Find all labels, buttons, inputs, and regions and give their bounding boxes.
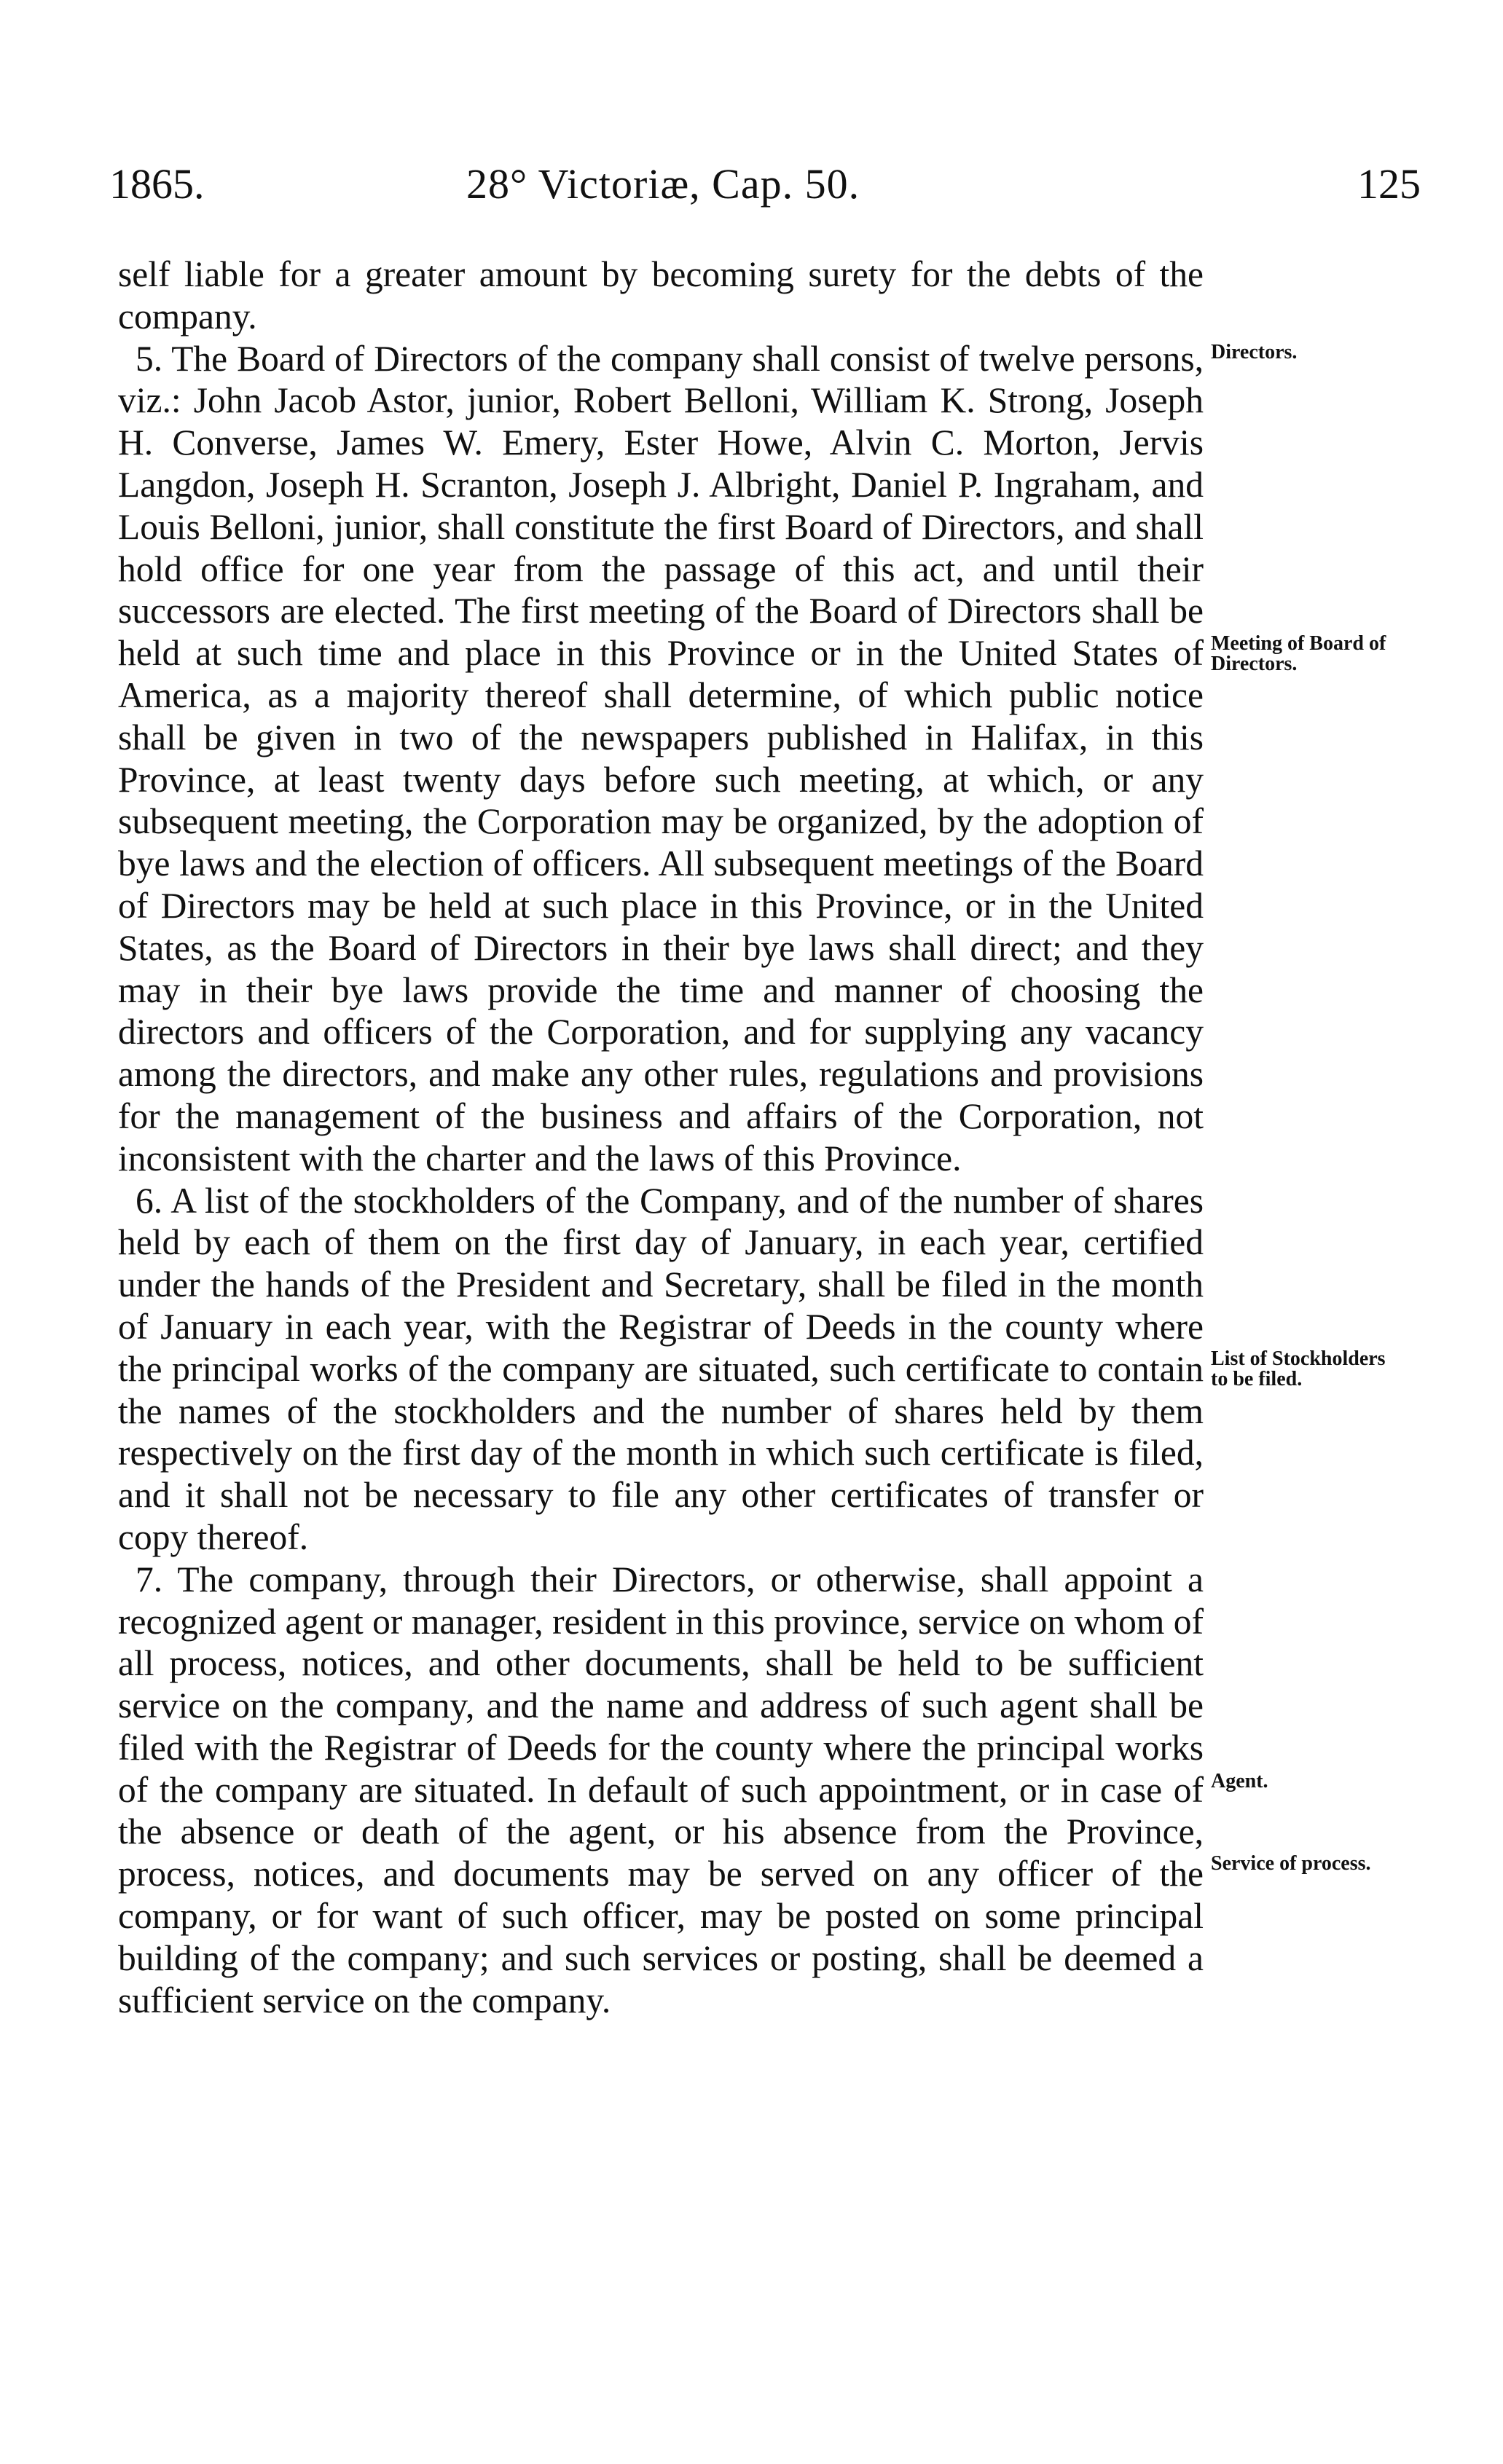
running-header [109, 159, 1421, 210]
header-title: 28° Victoriæ, Cap. 50. [466, 160, 860, 208]
header-year: 1865. [109, 160, 205, 208]
paragraph-section-7: 7. The company, through their Directors, or otherwise, shall appoint a recognized agent or manager, resident in this province, service on whom of all process, notices, and other documents, shall be held to be sufficient service on the company, and the name and address of such agent shall be filed with the Registrar of Deeds for the county where the principal works of the company are situated. In default of such appointment, or in case of the absence or death of the agent, or his absence from the Province, process, notices, and documents may be served on any officer of the company, or for want of such officer, may be posted on some principal building of the company; and such services or posting, shall be deemed a sufficient service on the company. [118, 1559, 1204, 2020]
body-text [118, 253, 1204, 2021]
page-number: 125 [1357, 160, 1421, 208]
marginal-note-agent: Agent. [1211, 1770, 1268, 1792]
marginal-note-service: Service of process. [1211, 1852, 1371, 1875]
marginal-note-stockholders: List of Stockholders to be filed. [1211, 1347, 1386, 1390]
paragraph-continuation: self liable for a greater amount by becoming surety for the debts of the company. [118, 254, 1204, 336]
paragraph-section-6: 6. A list of the stockholders of the Company, and of the number of shares held by each of them on the first day of January, in each year, certified under the hands of the President and Secretary, shall be filed in the month of January in each year, with the Registrar of Deeds in the county where the principal works of the company are situated, such certificate to contain the names of the stockholders and the number of shares held by them respectively on the first day of the month in which such certificate is filed, and it shall not be necessary to file any other certificates of transfer or copy thereof. [118, 1180, 1204, 1557]
paragraph-section-5: 5. The Board of Directors of the company shall consist of twelve persons, viz.: John Jacob Astor, junior, Robert Belloni, William K. Strong, Joseph H. Converse, James W. Emery, Ester Howe, Alvin C. Morton, Jervis Langdon, Joseph H. Scranton, Joseph J. Albright, Daniel P. Ingraham, and Louis Belloni, junior, shall constitute the first Board of Directors, and shall hold office for one year from the passage of this act, and until their successors are elected. The first meeting of the Board of Directors shall be held at such time and place in this Province or in the United States of America, as a majority thereof shall determine, of which public notice shall be given in two of the newspapers published in Halifax, in this Province, at least twenty days before such meeting, at which, or any subsequent meeting, the Corporation may be organized, by the adoption of bye laws and the election of officers. All subsequent meetings of the Board of Directors may be held at such place in this Province, or in the United States, as the Board of Directors in their bye laws shall direct; and they may in their bye laws provide the time and manner of choosing the directors and officers of the Corporation, and for supplying any vacancy among the directors, and make any other rules, regulations and provisions for the management of the business and affairs of the Corporation, not inconsistent with the charter and the laws of this Province. [118, 338, 1204, 1178]
marginal-note-directors: Directors. [1211, 341, 1298, 363]
marginal-note-meeting: Meeting of Board of Directors. [1211, 632, 1386, 675]
